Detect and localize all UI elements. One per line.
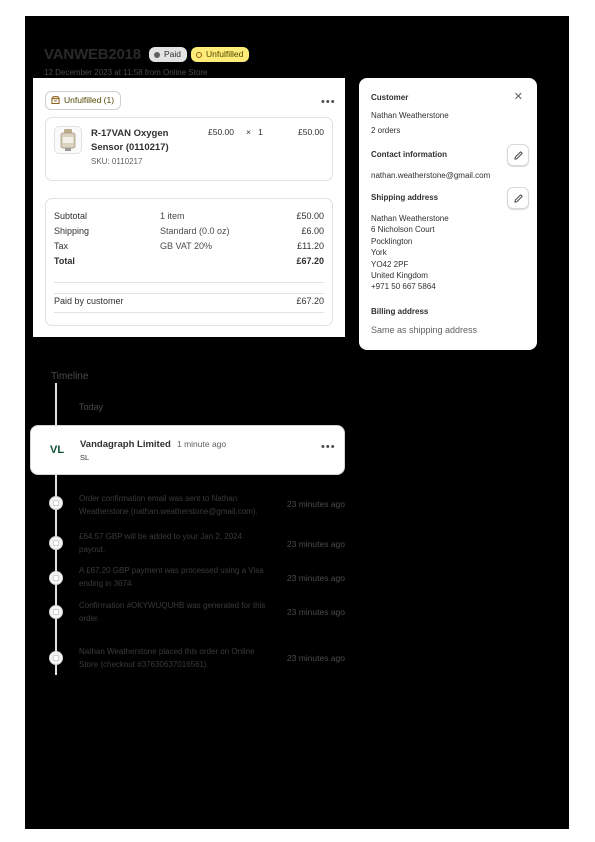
summary-row-paid [54,296,324,310]
summary-detail: Standard (0.0 oz) [160,226,230,236]
address-line: York [371,248,387,258]
payment-summary [45,198,333,326]
summary-label: Subtotal [54,211,88,221]
address-line: Nathan Weatherstone [371,214,449,223]
event-time: 23 minutes ago [286,539,345,549]
summary-detail: GB VAT 20% [160,241,213,251]
event-time: 23 minutes ago [286,499,345,509]
event-dot-icon [49,605,63,619]
address-line: 6 Nicholson Court [371,225,435,235]
event-text: £64.57 GBP will be added to your Jan 2, 2024 payout. [79,532,243,554]
paid-badge-label: Paid [164,49,182,59]
close-icon[interactable]: ✕ [513,91,523,103]
comment-time: 1 minute ago [177,439,227,449]
summary-detail: 1 item [160,211,185,221]
comment-author: Vandagraph Limited [80,439,171,450]
quantity-symbol: × [246,127,251,137]
summary-divider [54,282,324,283]
edit-contact-button[interactable] [507,144,529,166]
timeline-today-label: Today [79,402,104,412]
customer-card [359,78,537,350]
product-thumbnail[interactable] [54,126,82,154]
event-text: Order confirmation email was sent to Nathan Weatherstone (nathan.weatherstone@gmail.com). [79,494,258,516]
unfulfilled-badge-label: Unfulfilled [206,49,244,59]
event-dot-icon [49,536,63,550]
summary-label: Shipping [54,226,90,236]
package-icon [51,96,60,104]
comment-more-button[interactable]: ••• [321,441,336,453]
summary-row-total [54,256,324,270]
item-title[interactable]: R-17VAN Oxygen Sensor (0110217) [91,128,169,153]
summary-row-tax [54,241,324,255]
summary-row-shipping [54,226,324,240]
summary-divider [54,312,324,313]
event-text: Confirmation #OKYWUQUHB was generated for this order. [79,601,266,623]
paid-label: Paid by customer [54,296,124,306]
summary-amount: £50.00 [296,211,324,221]
comment-message: SL [80,453,90,462]
order-page [25,16,569,829]
quantity-value: 1 [258,127,263,137]
event-time: 23 minutes ago [286,653,345,663]
paid-badge [149,47,187,62]
customer-email[interactable]: nathan.weatherstone@gmail.com [371,171,491,180]
event-text: A £67.20 GBP payment was processed using a Visa ending in 3674. [79,566,264,588]
item-price: £50.00 [208,127,234,137]
avatar: VL [50,444,65,456]
oxygen-sensor-image [55,127,81,153]
item-total: £50.00 [298,127,324,137]
event-text: Nathan Weatherstone placed this order on Online Store (checkout #37630637016561). [79,647,255,669]
summary-row-subtotal [54,211,324,225]
event-time: 23 minutes ago [286,607,345,617]
billing-heading: Billing address [371,307,429,316]
timeline-comment [30,425,345,475]
customer-heading: Customer [371,93,409,102]
customer-orders[interactable]: 2 orders [371,126,401,135]
summary-amount: £11.20 [297,241,324,251]
unfulfilled-badge [191,47,249,62]
summary-amount: £6.00 [301,226,324,236]
summary-amount: £67.20 [296,256,324,266]
fulfillment-more-button[interactable]: ••• [321,96,336,108]
shipping-heading: Shipping address [371,193,439,202]
pencil-icon [513,193,524,204]
item-sku: SKU: 0110217 [91,157,143,166]
timeline-heading: Timeline [51,371,89,382]
event-dot-icon [49,651,63,665]
event-dot-icon [49,496,63,510]
paid-amount: £67.20 [296,296,324,306]
billing-text: Same as shipping address [371,325,478,335]
line-item [45,117,333,181]
unfulfilled-dot-icon [196,52,202,58]
address-line: YO42 2PF [371,259,409,269]
order-title: VANWEB2018 [44,46,141,63]
contact-heading: Contact information [371,150,447,159]
edit-shipping-button[interactable] [507,187,529,209]
summary-label: Total [54,256,75,266]
event-dot-icon [49,571,63,585]
order-subtitle: 12 December 2023 at 11:58 from Online Store [44,68,208,77]
paid-dot-icon [154,52,160,58]
address-phone: +971 50 667 5864 [371,282,436,292]
customer-name[interactable]: Nathan Weatherstone [371,111,449,120]
item-quantity [246,127,263,137]
address-line: United Kingdom [371,271,428,280]
event-time: 23 minutes ago [286,573,345,583]
unfulfilled-chip [45,91,121,110]
summary-label: Tax [54,241,69,251]
address-line: Pocklington [371,236,413,246]
pencil-icon [513,150,524,161]
summary-divider [54,293,324,294]
fulfillment-card [33,78,345,337]
unfulfilled-chip-label: Unfulfilled (1) [64,95,115,105]
